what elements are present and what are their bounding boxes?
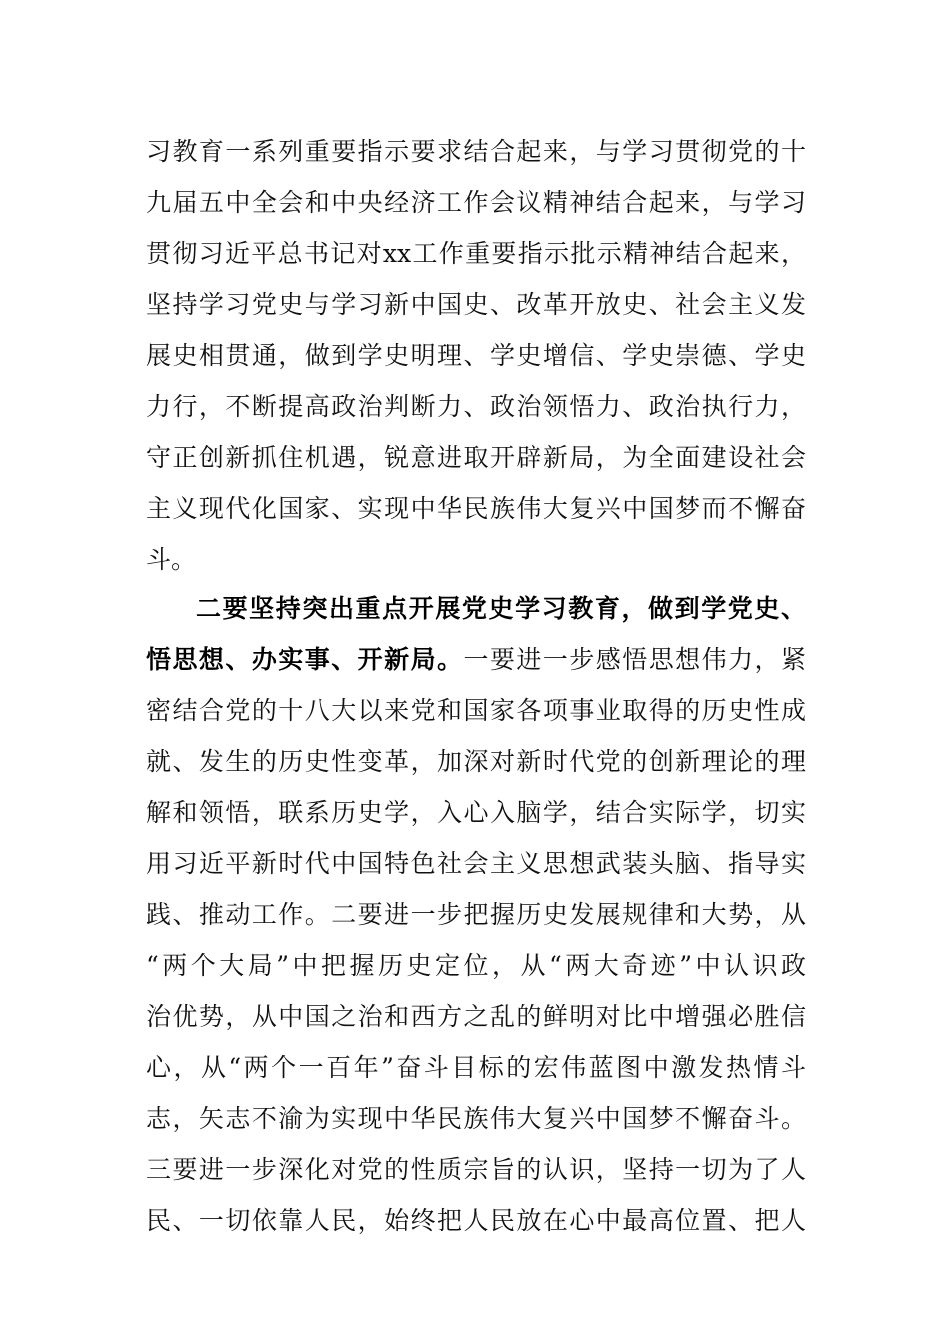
text-line: 九届五中全会和中央经济工作会议精神结合起来，与学习 bbox=[146, 188, 806, 217]
paragraph-2 bbox=[146, 583, 806, 1246]
text-line: 主义现代化国家、实现中华民族伟大复兴中国梦而不懈奋 bbox=[146, 494, 806, 523]
text-line: 用习近平新时代中国特色社会主义思想武装头脑、指导实 bbox=[146, 849, 806, 878]
text-line: 三要进一步深化对党的性质宗旨的认识，坚持一切为了人 bbox=[146, 1155, 806, 1184]
text-line: 展史相贯通，做到学史明理、学史增信、学史崇德、学史 bbox=[146, 341, 806, 370]
text-line: 志，矢志不渝为实现中华民族伟大复兴中国梦不懈奋斗。 bbox=[146, 1104, 806, 1133]
text-line: 习教育一系列重要指示要求结合起来，与学习贯彻党的十 bbox=[146, 137, 806, 166]
text-line: 治优势，从中国之治和西方之乱的鲜明对比中增强必胜信 bbox=[146, 1002, 806, 1031]
text-line: 就、发生的历史性变革，加深对新时代党的创新理论的理 bbox=[146, 747, 806, 776]
bold-heading-text: 悟思想、办实事、开新局。 bbox=[146, 645, 464, 674]
text-line bbox=[146, 583, 806, 634]
text-line: 解和领悟，联系历史学，入心入脑学，结合实际学，切实 bbox=[146, 798, 806, 827]
text-line: 力行，不断提高政治判断力、政治领悟力、政治执行力， bbox=[146, 392, 806, 421]
text-line: 坚持学习党史与学习新中国史、改革开放史、社会主义发 bbox=[146, 290, 806, 319]
paragraph-1 bbox=[146, 126, 806, 585]
body-text: 一要进一步感悟思想伟力，紧 bbox=[463, 645, 806, 674]
text-line: 心，从“两个一百年”奋斗目标的宏伟蓝图中激发热情斗 bbox=[146, 1053, 806, 1082]
text-line: 民、一切依靠人民，始终把人民放在心中最高位置、把人 bbox=[146, 1206, 806, 1235]
text-line: 践、推动工作。二要进一步把握历史发展规律和大势，从 bbox=[146, 900, 806, 929]
text-line: 密结合党的十八大以来党和国家各项事业取得的历史性成 bbox=[146, 696, 806, 725]
text-line: 斗。 bbox=[146, 545, 197, 574]
bold-heading-text: 二要坚持突出重点开展党史学习教育，做到学党史、 bbox=[196, 594, 806, 623]
text-line: “两个大局”中把握历史定位，从“两大奇迹”中认识政 bbox=[146, 951, 806, 980]
text-line: 守正创新抓住机遇，锐意进取开辟新局，为全面建设社会 bbox=[146, 443, 806, 472]
text-line bbox=[146, 634, 806, 685]
text-line: 贯彻习近平总书记对xx工作重要指示批示精神结合起来， bbox=[146, 239, 806, 268]
